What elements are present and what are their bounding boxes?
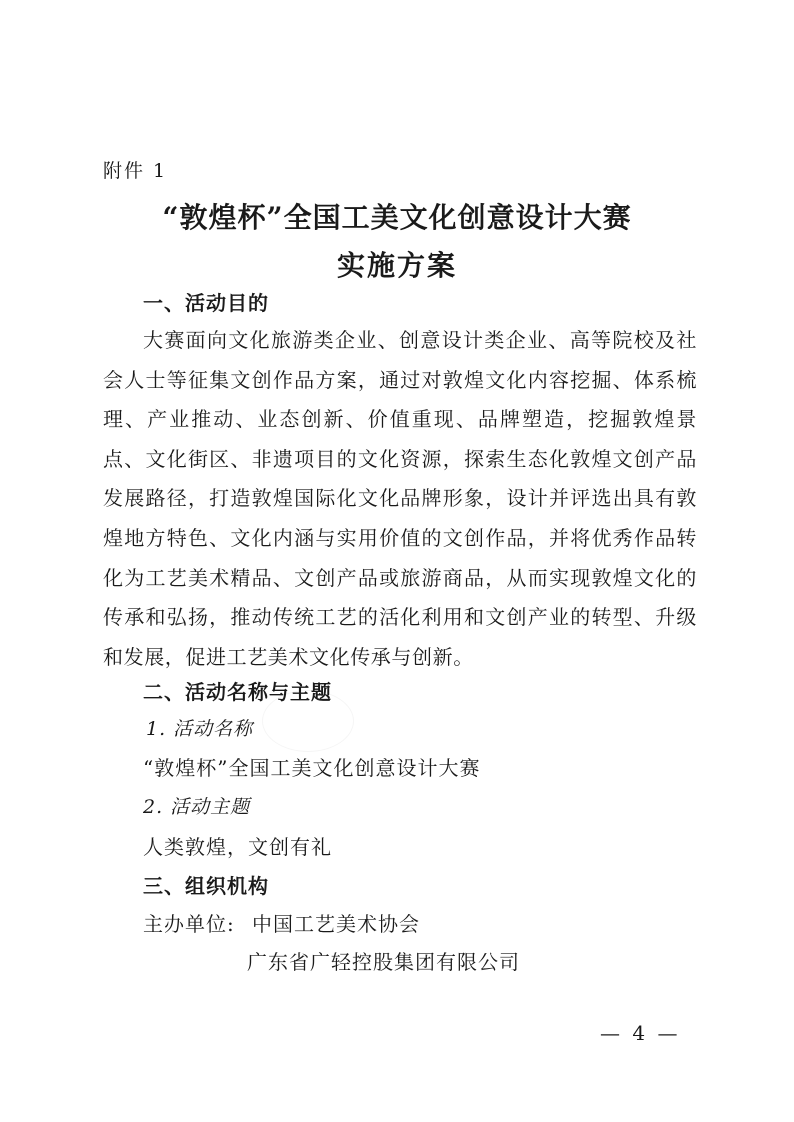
item-activity-theme-label: 2. 活动主题 (143, 796, 251, 818)
item-activity-name-label: 1. 活动名称 (146, 718, 254, 740)
section-heading-purpose: 一、活动目的 (143, 291, 269, 315)
purpose-paragraph: 大赛面向文化旅游类企业、创意设计类企业、高等院校及社会人士等征集文创作品方案，通过对敦煌文化内容挖掘、体系梳理、产业推动、业态创新、价值重现、品牌塑造，挖掘敦煌景点、文化街区、非遗项目的文化资源，探索生态化敦煌文创产品发展路径，打造敦煌国际化文化品牌形象，设计并评选出具有敦煌地方特色、文化内涵与实用价值的文创作品，并将优秀作品转化为工艺美术精品、文创产品或旅游商品，从而实现敦煌文化的传承和弘扬，推动传统工艺的活化利用和文创产业的转型、升级和发展，促进工艺美术文化传承与创新。 (103, 328, 697, 669)
section-heading-name-theme: 二、活动名称与主题 (143, 680, 332, 704)
host-organization-2: 广东省广轻控股集团有限公司 (247, 950, 520, 974)
host-organization-1: 中国工艺美术协会 (252, 912, 420, 936)
item-activity-name-value: “敦煌杯”全国工美文化创意设计大赛 (143, 756, 481, 780)
page-number: — 4 — (600, 1021, 681, 1045)
document-title: “敦煌杯”全国工美文化创意设计大赛 (162, 201, 632, 234)
attachment-label: 附件 1 (103, 160, 168, 182)
section-heading-organization: 三、组织机构 (143, 874, 269, 898)
document-subtitle: 实施方案 (336, 249, 457, 282)
host-label: 主办单位: (143, 912, 235, 936)
item-activity-theme-value: 人类敦煌，文创有礼 (143, 835, 332, 859)
